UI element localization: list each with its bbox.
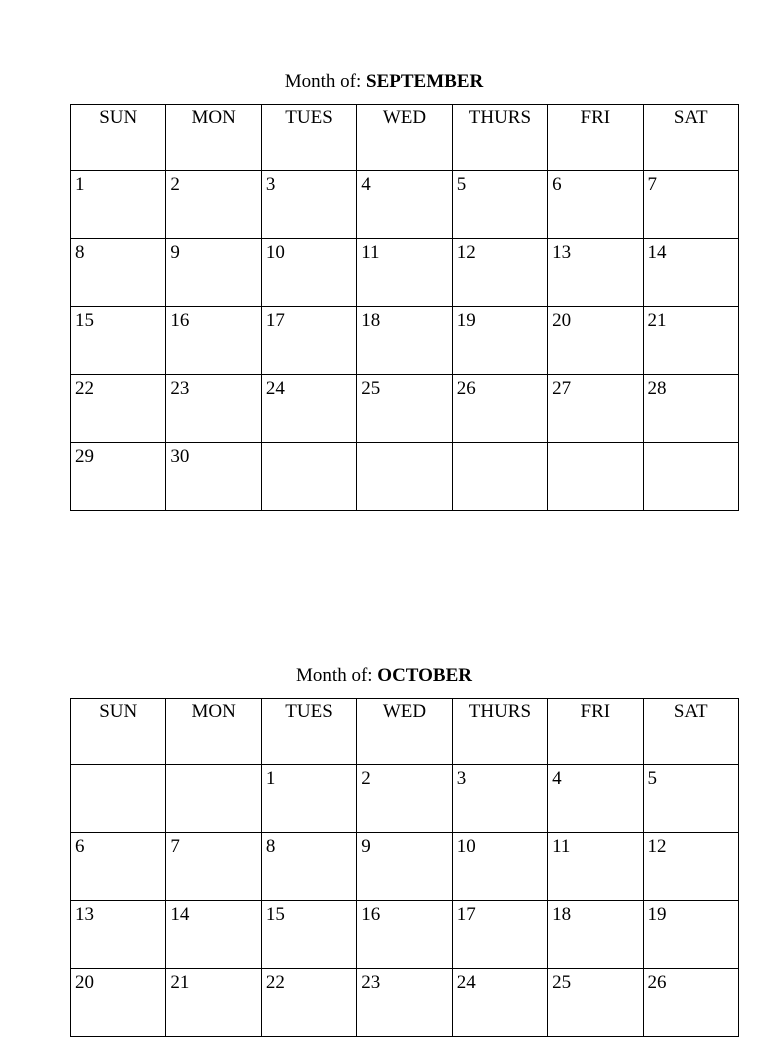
- day-cell: 20: [71, 969, 166, 1037]
- day-cell: 11: [357, 239, 452, 307]
- day-cell: 26: [452, 375, 547, 443]
- day-cell: 13: [548, 239, 643, 307]
- day-cell: 26: [643, 969, 738, 1037]
- weekday-header: TUES: [261, 699, 356, 765]
- day-cell: 12: [643, 833, 738, 901]
- day-cell: 20: [548, 307, 643, 375]
- day-cell: 24: [452, 969, 547, 1037]
- weekday-header: SAT: [643, 699, 738, 765]
- week-row: [71, 443, 739, 511]
- calendar-october: [70, 698, 739, 1037]
- day-cell: [452, 443, 547, 511]
- day-cell: [548, 443, 643, 511]
- day-cell: [357, 443, 452, 511]
- day-cell: [71, 765, 166, 833]
- day-cell: 6: [71, 833, 166, 901]
- month-label-prefix: Month of:: [284, 71, 362, 92]
- day-cell: 19: [452, 307, 547, 375]
- weekday-header: FRI: [548, 105, 643, 171]
- day-cell: 4: [548, 765, 643, 833]
- day-cell: 2: [357, 765, 452, 833]
- day-cell: 23: [166, 375, 261, 443]
- day-cell: 2: [166, 171, 261, 239]
- week-row: [71, 375, 739, 443]
- day-cell: 16: [357, 901, 452, 969]
- day-cell: 18: [548, 901, 643, 969]
- week-row: [71, 239, 739, 307]
- month-title-september: [0, 71, 768, 93]
- day-cell: 9: [166, 239, 261, 307]
- day-cell: 21: [166, 969, 261, 1037]
- week-row: [71, 969, 739, 1037]
- day-cell: 1: [261, 765, 356, 833]
- day-cell: 25: [357, 375, 452, 443]
- day-cell: [643, 443, 738, 511]
- weekday-header: SUN: [71, 699, 166, 765]
- weekday-header: WED: [357, 105, 452, 171]
- day-cell: 15: [71, 307, 166, 375]
- weekday-header: SUN: [71, 105, 166, 171]
- day-cell: [166, 765, 261, 833]
- day-cell: 8: [261, 833, 356, 901]
- day-cell: 10: [261, 239, 356, 307]
- day-cell: 9: [357, 833, 452, 901]
- weekday-header: WED: [357, 699, 452, 765]
- weekday-header: MON: [166, 699, 261, 765]
- week-row: [71, 307, 739, 375]
- week-row: [71, 901, 739, 969]
- day-cell: 30: [166, 443, 261, 511]
- month-label-prefix: Month of:: [296, 665, 373, 686]
- week-row: [71, 833, 739, 901]
- day-cell: 8: [71, 239, 166, 307]
- weekday-header: TUES: [261, 105, 356, 171]
- day-cell: 5: [643, 765, 738, 833]
- day-cell: 12: [452, 239, 547, 307]
- weekday-header-row: [71, 699, 739, 765]
- weekday-header: MON: [166, 105, 261, 171]
- day-cell: 7: [643, 171, 738, 239]
- day-cell: 14: [166, 901, 261, 969]
- month-name: SEPTEMBER: [366, 71, 484, 92]
- day-cell: 25: [548, 969, 643, 1037]
- day-cell: [261, 443, 356, 511]
- day-cell: 19: [643, 901, 738, 969]
- day-cell: 14: [643, 239, 738, 307]
- weekday-header: SAT: [643, 105, 738, 171]
- day-cell: 18: [357, 307, 452, 375]
- weekday-header: THURS: [452, 105, 547, 171]
- day-cell: 3: [261, 171, 356, 239]
- day-cell: 5: [452, 171, 547, 239]
- day-cell: 1: [71, 171, 166, 239]
- weekday-header: THURS: [452, 699, 547, 765]
- day-cell: 4: [357, 171, 452, 239]
- day-cell: 22: [261, 969, 356, 1037]
- month-name: OCTOBER: [377, 665, 472, 686]
- day-cell: 6: [548, 171, 643, 239]
- day-cell: 15: [261, 901, 356, 969]
- day-cell: 28: [643, 375, 738, 443]
- month-title-october: [0, 665, 768, 687]
- calendar-september: [70, 104, 739, 511]
- weekday-header: FRI: [548, 699, 643, 765]
- day-cell: 29: [71, 443, 166, 511]
- day-cell: 11: [548, 833, 643, 901]
- day-cell: 22: [71, 375, 166, 443]
- week-row: [71, 171, 739, 239]
- day-cell: 24: [261, 375, 356, 443]
- day-cell: 21: [643, 307, 738, 375]
- day-cell: 3: [452, 765, 547, 833]
- day-cell: 16: [166, 307, 261, 375]
- day-cell: 27: [548, 375, 643, 443]
- week-row: [71, 765, 739, 833]
- day-cell: 23: [357, 969, 452, 1037]
- day-cell: 13: [71, 901, 166, 969]
- day-cell: 10: [452, 833, 547, 901]
- day-cell: 17: [261, 307, 356, 375]
- weekday-header-row: [71, 105, 739, 171]
- day-cell: 17: [452, 901, 547, 969]
- day-cell: 7: [166, 833, 261, 901]
